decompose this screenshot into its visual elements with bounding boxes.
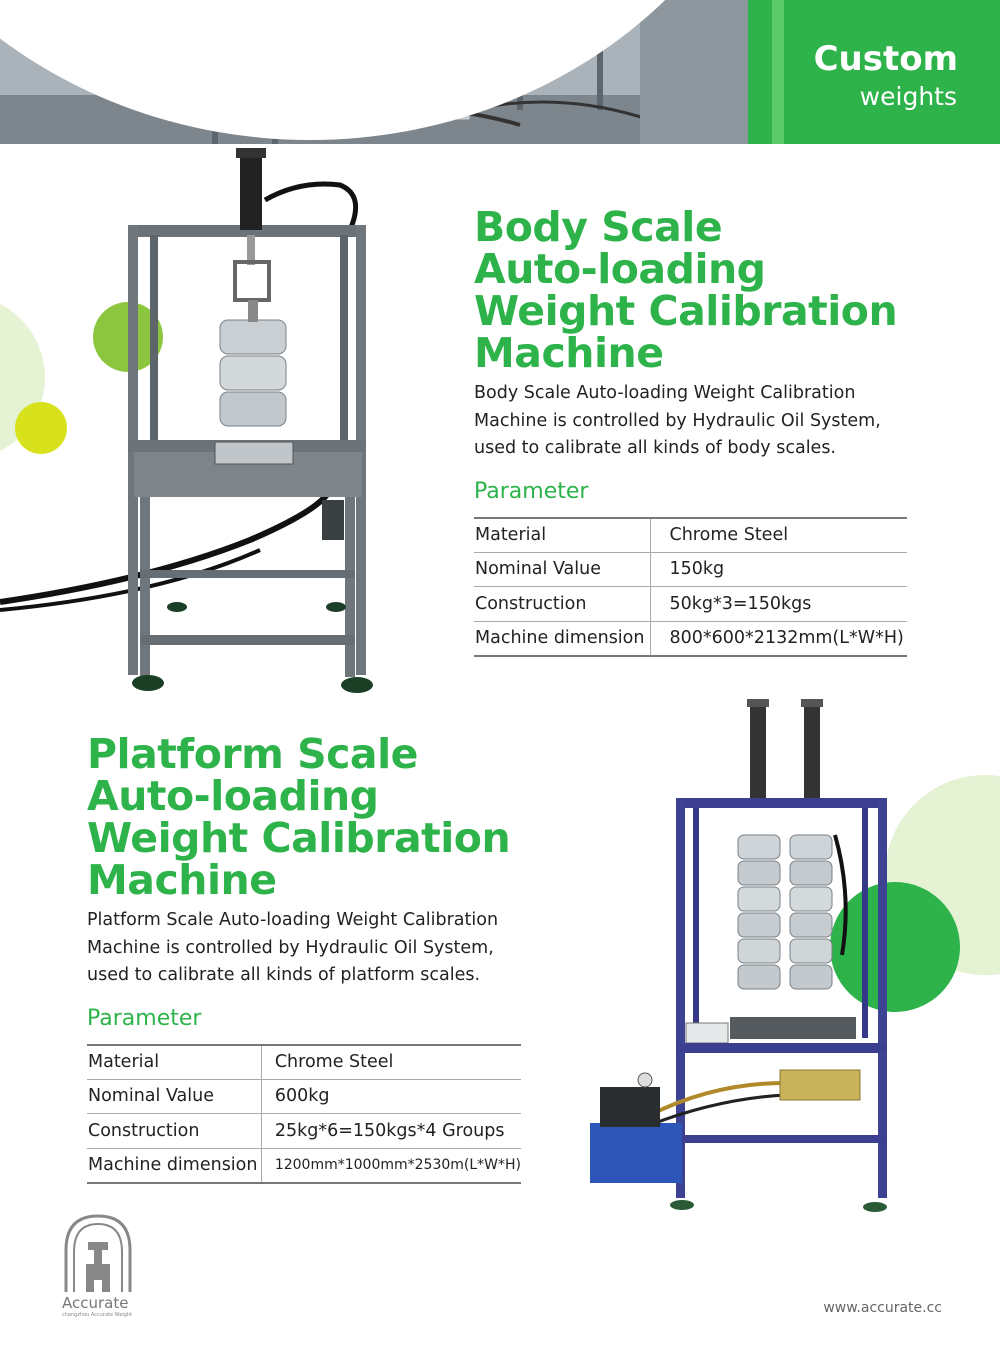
product2-title-line: Weight Calibration xyxy=(87,814,511,862)
weights-stack xyxy=(220,300,286,426)
brand-name: Accurate xyxy=(62,1294,129,1312)
param-value: Chrome Steel xyxy=(650,518,907,553)
product2-params-table xyxy=(87,1044,521,1184)
product1-title-line: Auto-loading xyxy=(474,245,766,293)
product2-title-line: Auto-loading xyxy=(87,772,379,820)
product1-description: Body Scale Auto-loading Weight Calibration Machine is controlled by Hydraulic Oil System, used to calibrate all kinds of body scales. xyxy=(474,383,881,458)
website-link[interactable]: www.accurate.cc xyxy=(823,1300,942,1316)
brand-subtitle: changzhou Accurate Weight xyxy=(62,1312,133,1318)
table-row xyxy=(87,1045,521,1080)
param-value: 800*600*2132mm(L*W*H) xyxy=(650,621,907,656)
weights-stack xyxy=(738,835,832,989)
platform-scale-machine-image xyxy=(590,695,890,1220)
param-label: Machine dimension xyxy=(475,628,645,648)
param-label: Material xyxy=(475,525,547,545)
param-label: Nominal Value xyxy=(88,1086,215,1107)
table-row xyxy=(474,587,907,622)
product1-title xyxy=(474,203,934,377)
product2-title-line: Platform Scale xyxy=(87,730,418,778)
table-row xyxy=(87,1079,521,1114)
header-subtitle: weights xyxy=(859,82,957,111)
body-scale-machine-image xyxy=(0,140,380,700)
param-value: 50kg*3=150kgs xyxy=(650,587,907,622)
header-light-strip xyxy=(772,0,784,144)
product2-parameter-label: Parameter xyxy=(87,1005,202,1031)
product1-title-line: Machine xyxy=(474,329,664,377)
product2-description: Platform Scale Auto-loading Weight Calibration Machine is controlled by Hydraulic Oil System, used to calibrate all kinds of platform scales. xyxy=(87,910,499,985)
product2-section xyxy=(87,730,557,1184)
param-label: Nominal Value xyxy=(475,559,602,580)
table-row xyxy=(474,621,907,656)
product2-title-line: Machine xyxy=(87,856,277,904)
product1-title-line: Body Scale xyxy=(474,203,723,251)
product1-section xyxy=(474,203,934,657)
param-value: 150kg xyxy=(650,552,907,587)
product1-parameter-label: Parameter xyxy=(474,478,589,504)
header-title: Custom xyxy=(813,39,958,79)
param-label: Construction xyxy=(475,593,587,614)
param-label: Material xyxy=(88,1052,160,1072)
product2-title xyxy=(87,730,557,904)
table-row xyxy=(474,518,907,553)
param-value: 1200mm*1000mm*2530m(L*W*H) xyxy=(261,1148,521,1183)
header-factory-photo xyxy=(0,0,748,144)
param-label: Construction xyxy=(88,1120,200,1141)
param-value: 25kg*6=150kgs*4 Groups xyxy=(261,1114,521,1149)
product1-params-table xyxy=(474,517,907,657)
table-row xyxy=(87,1148,521,1183)
param-value: 600kg xyxy=(261,1079,521,1114)
param-value: Chrome Steel xyxy=(261,1045,521,1080)
product1-title-line: Weight Calibration xyxy=(474,287,898,335)
table-row xyxy=(474,552,907,587)
table-row xyxy=(87,1114,521,1149)
param-label: Machine dimension xyxy=(88,1155,258,1175)
